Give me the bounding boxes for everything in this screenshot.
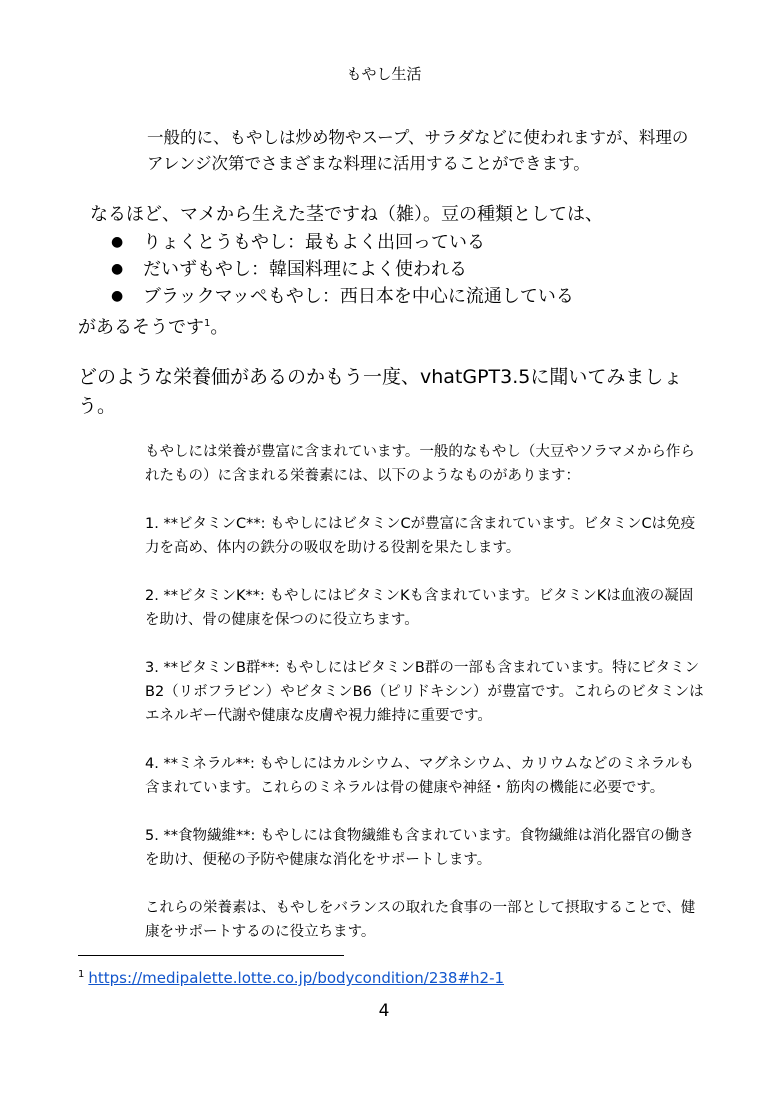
- answer-item-fiber: 5. **食物繊維**: もやしには食物繊維も含まれています。食物繊維は消化器官の働きを助け、便秘の予防や健康な消化をサポートします。: [145, 828, 694, 868]
- conclusion-paragraph: [78, 310, 718, 342]
- answer-item-vitamin-k: 2. **ビタミンK**: もやしにはビタミンKも含まれています。ビタミンKは血液の凝固を助け、骨の健康を保つのに役立ちます。: [145, 588, 694, 628]
- bullet-icon: ●: [111, 234, 124, 250]
- footnote-divider: [78, 955, 344, 956]
- list-item: [105, 229, 725, 256]
- footnote-mark: 1: [78, 969, 85, 980]
- answer-closing: これらの栄養素は、もやしをバランスの取れた食事の一部として摂取することで、健康をサポートするのに役立ちます。: [145, 900, 696, 940]
- answer-item-minerals: 4. **ミネラル**: もやしにはカルシウム、マグネシウム、カリウムなどのミネラルも含まれています。これらのミネラルは骨の健康や神経・筋肉の機能に必要です。: [145, 756, 694, 796]
- question-paragraph: どのような栄養価があるのかもう一度、vhatGPT3.5に聞いてみましょう。: [78, 366, 683, 417]
- list-item: [105, 256, 725, 283]
- chatgpt-answer-block: [145, 440, 705, 968]
- bullet-icon: ●: [111, 261, 124, 277]
- footnote: [78, 963, 718, 990]
- bullet-icon: ●: [111, 288, 124, 304]
- quote-line: 一般的に、もやしは炒め物やスープ、サラダなどに使われますが、料理の: [147, 128, 689, 147]
- page-number: 4: [378, 1001, 390, 1021]
- list-item-text: ブラックマッペもやし：西日本を中心に流通している: [143, 286, 574, 307]
- conclusion-text: があるそうです: [78, 317, 204, 338]
- answer-item-vitamin-c: 1. **ビタミンC**: もやしにはビタミンCが豊富に含まれています。ビタミンCは免疫力を高め、体内の鉄分の吸収を助ける役割を果たします。: [145, 516, 696, 556]
- footnote-link[interactable]: https://medipalette.lotte.co.jp/bodycondition/238#h2-1: [88, 969, 505, 987]
- bean-type-list: [105, 229, 725, 310]
- answer-item-vitamin-b: 3. **ビタミンB群**: もやしにはビタミンB群の一部も含まれています。特にビタミンB2（リボフラビン）やビタミンB6（ピリドキシン）が豊富です。これらのビタミンはエネルギー代謝や健康な皮膚や視力維持に重要です。: [145, 660, 704, 724]
- footnote-reference[interactable]: 1: [204, 318, 211, 329]
- list-item: [105, 283, 725, 310]
- list-item-text: りょくとうもやし：最もよく出回っている: [143, 232, 485, 253]
- intro-paragraph: なるほど、マメから生えた茎ですね（雑）。豆の種類としては、: [90, 204, 603, 225]
- quote-line: アレンジ次第でさまざまな料理に活用することができます。: [147, 154, 590, 173]
- page-header: もやし生活: [346, 65, 422, 83]
- list-item-text: だいずもやし：韓国料理によく使われる: [143, 259, 467, 280]
- conclusion-end: 。: [210, 317, 229, 338]
- answer-intro: もやしには栄養が豊富に含まれています。一般的なもやし（大豆やソラマメから作られたもの）に含まれる栄養素には、以下のようなものがあります：: [145, 444, 695, 484]
- quote-block: [147, 125, 707, 177]
